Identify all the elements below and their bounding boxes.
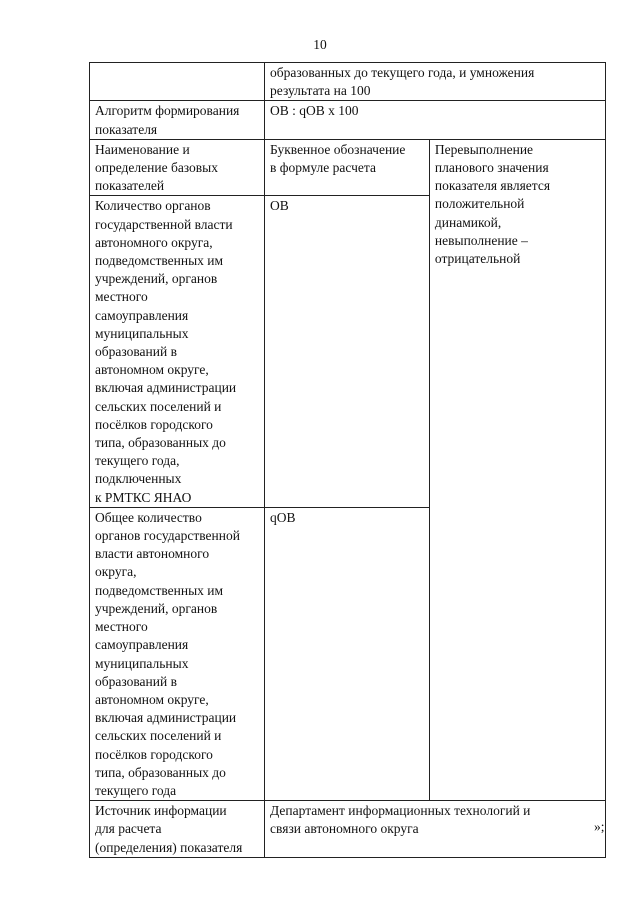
page-number: 10: [313, 37, 327, 52]
header-symbol-cell: Буквенное обозначение в формуле расчета: [265, 139, 430, 196]
continuation-text-cell: образованных до текущего года, и умножения результата на 100: [265, 63, 606, 101]
closing-quote-mark: »;: [594, 819, 605, 834]
indicator-table: [89, 62, 606, 858]
table-row-continuation: [90, 63, 606, 101]
continuation-left-cell: [90, 63, 265, 101]
table-row-header: [90, 139, 606, 196]
source-value-cell: Департамент информационных технологий и связи автономного округа: [265, 801, 606, 858]
qov-name-cell: Общее количество органов государственной власти автономного округа, подведомственных им учреждений, органов местного самоуправления муниципальных образований в автономном округе, включая администрации сельских поселений и посёлков городского типа, образованных до текущего года: [90, 507, 265, 800]
table-row-source: [90, 801, 606, 858]
source-label-cell: Источник информации для расчета (определения) показателя: [90, 801, 265, 858]
dynamics-note-cell: Перевыполнение планового значения показателя является положительной динамикой, невыполнение – отрицательной: [429, 139, 605, 800]
header-name-cell: Наименование и определение базовых показателей: [90, 139, 265, 196]
table-row-algorithm: [90, 101, 606, 139]
ov-symbol-cell: ОВ: [265, 196, 430, 507]
ov-name-cell: Количество органов государственной власти автономного округа, подведомственных им учреждений, органов местного самоуправления муниципальных образований в автономном округе, включая администрации сельских поселений и посёлков городского типа, образованных до текущего года, подключенных к РМТКС ЯНАО: [90, 196, 265, 507]
algorithm-label-cell: Алгоритм формирования показателя: [90, 101, 265, 139]
algorithm-formula-cell: ОВ : qОВ х 100: [265, 101, 606, 139]
qov-symbol-cell: qОВ: [265, 507, 430, 800]
